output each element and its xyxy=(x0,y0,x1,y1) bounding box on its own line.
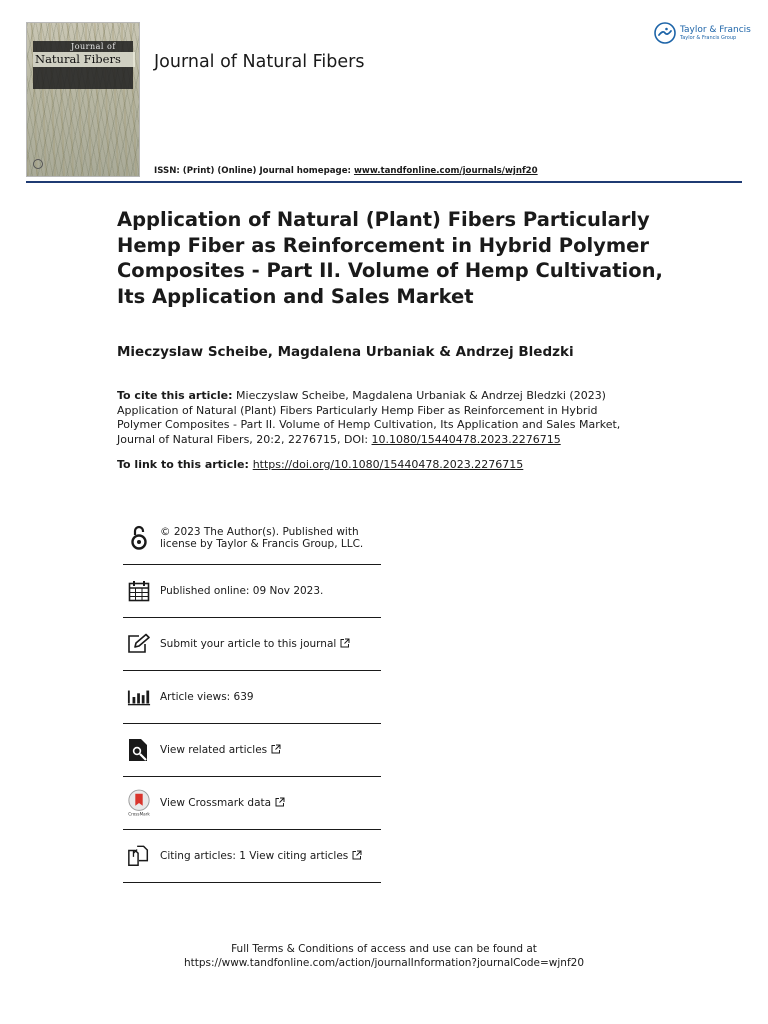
external-link-icon xyxy=(340,638,350,648)
related-articles-link[interactable] xyxy=(160,744,281,757)
related-search-icon xyxy=(127,738,151,762)
open-access-text xyxy=(160,526,363,551)
link-label: To link to this article: xyxy=(117,458,253,471)
cover-title: Natural Fibers xyxy=(33,52,135,67)
crossmark-badge-text: CrossMark xyxy=(128,811,150,817)
journal-homepage-link[interactable]: www.tandfonline.com/journals/wjnf20 xyxy=(353,166,538,176)
published-row xyxy=(123,565,381,618)
views-row xyxy=(123,671,381,724)
open-access-line-2: license by Taylor & Francis Group, LLC. xyxy=(160,538,364,550)
crossmark-label: View Crossmark data xyxy=(160,796,272,809)
article-link-line xyxy=(117,458,523,471)
citing-documents-icon xyxy=(127,844,151,868)
journal-title: Journal of Natural Fibers xyxy=(154,52,365,72)
footer-line-1: Full Terms & Conditions of access and use can be found at xyxy=(231,943,537,955)
calendar-icon xyxy=(127,579,151,603)
header-divider xyxy=(26,181,742,183)
issn-label: ISSN: (Print) (Online) Journal homepage: xyxy=(154,166,354,176)
publisher-group: Taylor & Francis Group xyxy=(680,35,737,41)
article-url-link[interactable]: https://doi.org/10.1080/15440478.2023.2276715 xyxy=(252,458,524,471)
external-link-icon xyxy=(271,744,281,754)
taylor-francis-logo-icon xyxy=(654,22,676,44)
publisher-name: Taylor & Francis xyxy=(680,25,751,35)
published-date: Published online: 09 Nov 2023. xyxy=(160,584,324,597)
cover-top-label: Journal of xyxy=(71,42,116,51)
citing-articles-label: Citing articles: 1 View citing articles xyxy=(160,849,349,862)
cite-label: To cite this article: xyxy=(117,389,233,402)
submit-row[interactable] xyxy=(123,618,381,671)
citing-articles-link[interactable] xyxy=(160,850,362,863)
bar-chart-icon xyxy=(127,685,151,709)
article-info-list xyxy=(123,512,381,883)
open-access-line-1: © 2023 The Author(s). Published with xyxy=(160,525,359,538)
article-authors: Mieczyslaw Scheibe, Magdalena Urbaniak & Andrzej Bledzki xyxy=(117,344,574,360)
citation-block xyxy=(117,389,641,447)
citing-row[interactable] xyxy=(123,830,381,883)
open-access-icon xyxy=(127,526,151,550)
cover-seal-icon xyxy=(33,159,43,169)
cite-text: Mieczyslaw Scheibe, Magdalena Urbaniak & Andrzej Bledzki (2023) Application of Natural (Plant) Fibers Particularly Hemp Fiber as Reinforcement in Hybrid Polymer Composites - Part II. Volume of Hemp Cultivation, Its Application and Sales Market, Journal of Natural Fibers, 20:2, 2276715, DOI: xyxy=(117,389,621,446)
related-row[interactable] xyxy=(123,724,381,777)
issn-line xyxy=(154,166,538,176)
article-title: Application of Natural (Plant) Fibers Particularly Hemp Fiber as Reinforcement in Hybrid Polymer Composites - Part II. Volume of Hemp Cultivation, Its Application and Sales Market xyxy=(117,208,663,308)
submit-article-link[interactable] xyxy=(160,638,350,651)
crossmark-link[interactable] xyxy=(160,797,285,810)
terms-footer xyxy=(0,942,768,970)
crossmark-row[interactable] xyxy=(123,777,381,830)
footer-terms-link[interactable]: https://www.tandfonline.com/action/journalInformation?journalCode=wjnf20 xyxy=(183,957,585,969)
crossmark-icon xyxy=(127,791,151,815)
journal-cover-image xyxy=(26,22,140,177)
submit-article-label: Submit your article to this journal xyxy=(160,637,337,650)
edit-pencil-icon xyxy=(127,632,151,656)
related-articles-label: View related articles xyxy=(160,743,268,756)
article-views: Article views: 639 xyxy=(160,690,254,703)
open-access-row xyxy=(123,512,381,565)
publisher-logo[interactable] xyxy=(654,22,751,44)
external-link-icon xyxy=(352,850,362,860)
doi-link[interactable]: 10.1080/15440478.2023.2276715 xyxy=(371,432,561,446)
external-link-icon xyxy=(275,797,285,807)
